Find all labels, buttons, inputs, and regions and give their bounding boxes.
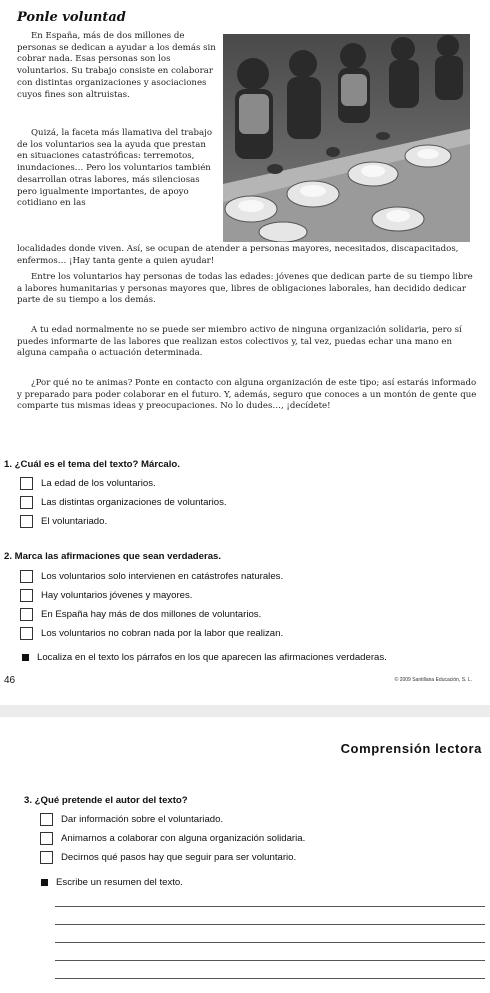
q2-option-2-label: Hay voluntarios jóvenes y mayores. bbox=[41, 590, 193, 601]
q1-option-3[interactable] bbox=[20, 515, 107, 528]
q2-option-2[interactable] bbox=[20, 589, 192, 602]
square-bullet-icon bbox=[41, 879, 48, 886]
q2-task bbox=[22, 652, 387, 663]
paragraph-2-continued: localidades donde viven. Así, se ocupan de atender a personas mayores, necesitados, discapacitados, enfermos… ¡Hay tanta gente a quien ayudar! bbox=[17, 244, 459, 266]
paragraph-5 bbox=[17, 378, 477, 413]
q1-option-1[interactable] bbox=[20, 477, 156, 490]
q3-option-3-label: Decirnos qué pasos hay que seguir para ser voluntario. bbox=[61, 852, 297, 863]
q2-option-3[interactable] bbox=[20, 608, 261, 621]
q3-option-2[interactable] bbox=[40, 832, 305, 845]
paragraph-2-text: Quizá, la faceta más llamativa del trabajo de los voluntarios sea la ayuda que prestan en situaciones catastróficas: terremotos, inundaciones… Pero los voluntarios también desarrollan otras labores, más silenciosas pero igualmente importantes, de apoyo cotidiano en las bbox=[17, 128, 212, 209]
paragraph-5-text: ¿Por qué no te animas? Ponte en contacto con alguna organización de este tipo; así estarás informado y preparado para poder colaborar en el futuro. Y, además, seguro que conoces a un montón de gente que comparte tus mismas ideas y preocupaciones. No lo dudes…, ¡decídete! bbox=[17, 378, 477, 412]
paragraph-4-text: A tu edad normalmente no se puede ser miembro activo de ninguna organización solidaria, pero sí puedes informarte de las labores que realizan estos colectivos y, tal vez, puedas echar una mano en alguna campaña o actuación determinada. bbox=[17, 325, 462, 359]
question-3-title: 3. ¿Qué pretende el autor del texto? bbox=[24, 795, 188, 806]
question-1-title: 1. ¿Cuál es el tema del texto? Márcalo. bbox=[4, 459, 180, 470]
q2-option-1[interactable] bbox=[20, 570, 283, 583]
reading-title: Ponle voluntad bbox=[17, 10, 126, 25]
question-2-title: 2. Marca las afirmaciones que sean verdaderas. bbox=[4, 551, 222, 562]
page-number: 46 bbox=[4, 675, 16, 686]
answer-line[interactable] bbox=[55, 942, 485, 943]
checkbox[interactable] bbox=[20, 477, 33, 490]
checkbox[interactable] bbox=[20, 496, 33, 509]
answer-line[interactable] bbox=[55, 960, 485, 961]
checkbox[interactable] bbox=[40, 832, 53, 845]
q1-option-3-label: El voluntariado. bbox=[41, 516, 108, 527]
children-eating-photo bbox=[223, 34, 470, 242]
paragraph-1 bbox=[17, 31, 217, 101]
q1-option-2-label: Las distintas organizaciones de voluntarios. bbox=[41, 497, 227, 508]
q3-task bbox=[41, 877, 183, 888]
section-title: Comprensión lectora bbox=[340, 741, 482, 756]
q3-option-2-label: Animarnos a colaborar con alguna organización solidaria. bbox=[61, 833, 306, 844]
q3-task-text: Escribe un resumen del texto. bbox=[56, 877, 183, 888]
copyright-notice: © 2009 Santillana Educación, S. L. bbox=[394, 677, 472, 683]
q2-option-1-label: Los voluntarios solo intervienen en catástrofes naturales. bbox=[41, 571, 284, 582]
paragraph-2 bbox=[17, 128, 217, 210]
page-separator bbox=[0, 705, 490, 717]
checkbox[interactable] bbox=[20, 570, 33, 583]
paragraph-1-text: En España, más de dos millones de personas se dedican a ayudar a los demás sin cobrar nada. Esas personas son los voluntarios. Su trabajo consiste en colaborar con distintas organizaciones y asociaciones cuyos fines son altruistas. bbox=[17, 31, 216, 100]
checkbox[interactable] bbox=[20, 515, 33, 528]
checkbox[interactable] bbox=[20, 589, 33, 602]
q3-option-1[interactable] bbox=[40, 813, 223, 826]
q2-option-4[interactable] bbox=[20, 627, 283, 640]
q2-option-4-label: Los voluntarios no cobran nada por la labor que realizan. bbox=[41, 628, 284, 639]
square-bullet-icon bbox=[22, 654, 29, 661]
checkbox[interactable] bbox=[40, 813, 53, 826]
q2-task-text: Localiza en el texto los párrafos en los que aparecen las afirmaciones verdaderas. bbox=[37, 652, 387, 663]
checkbox[interactable] bbox=[20, 627, 33, 640]
q3-option-3[interactable] bbox=[40, 851, 296, 864]
q1-option-1-label: La edad de los voluntarios. bbox=[41, 478, 156, 489]
answer-line[interactable] bbox=[55, 924, 485, 925]
checkbox[interactable] bbox=[40, 851, 53, 864]
answer-line[interactable] bbox=[55, 978, 485, 979]
q1-option-2[interactable] bbox=[20, 496, 227, 509]
q3-option-1-label: Dar información sobre el voluntariado. bbox=[61, 814, 224, 825]
answer-line[interactable] bbox=[55, 906, 485, 907]
checkbox[interactable] bbox=[20, 608, 33, 621]
paragraph-3 bbox=[17, 272, 477, 307]
q2-option-3-label: En España hay más de dos millones de voluntarios. bbox=[41, 609, 262, 620]
paragraph-4 bbox=[17, 325, 477, 360]
paragraph-3-text: Entre los voluntarios hay personas de todas las edades: jóvenes que dedican parte de su tiempo libre a labores humanitarias y personas mayores que, libres de obligaciones laborales, han decidido dedicar parte de su tiempo a los demás. bbox=[17, 272, 473, 306]
photo-illustration bbox=[223, 34, 470, 242]
